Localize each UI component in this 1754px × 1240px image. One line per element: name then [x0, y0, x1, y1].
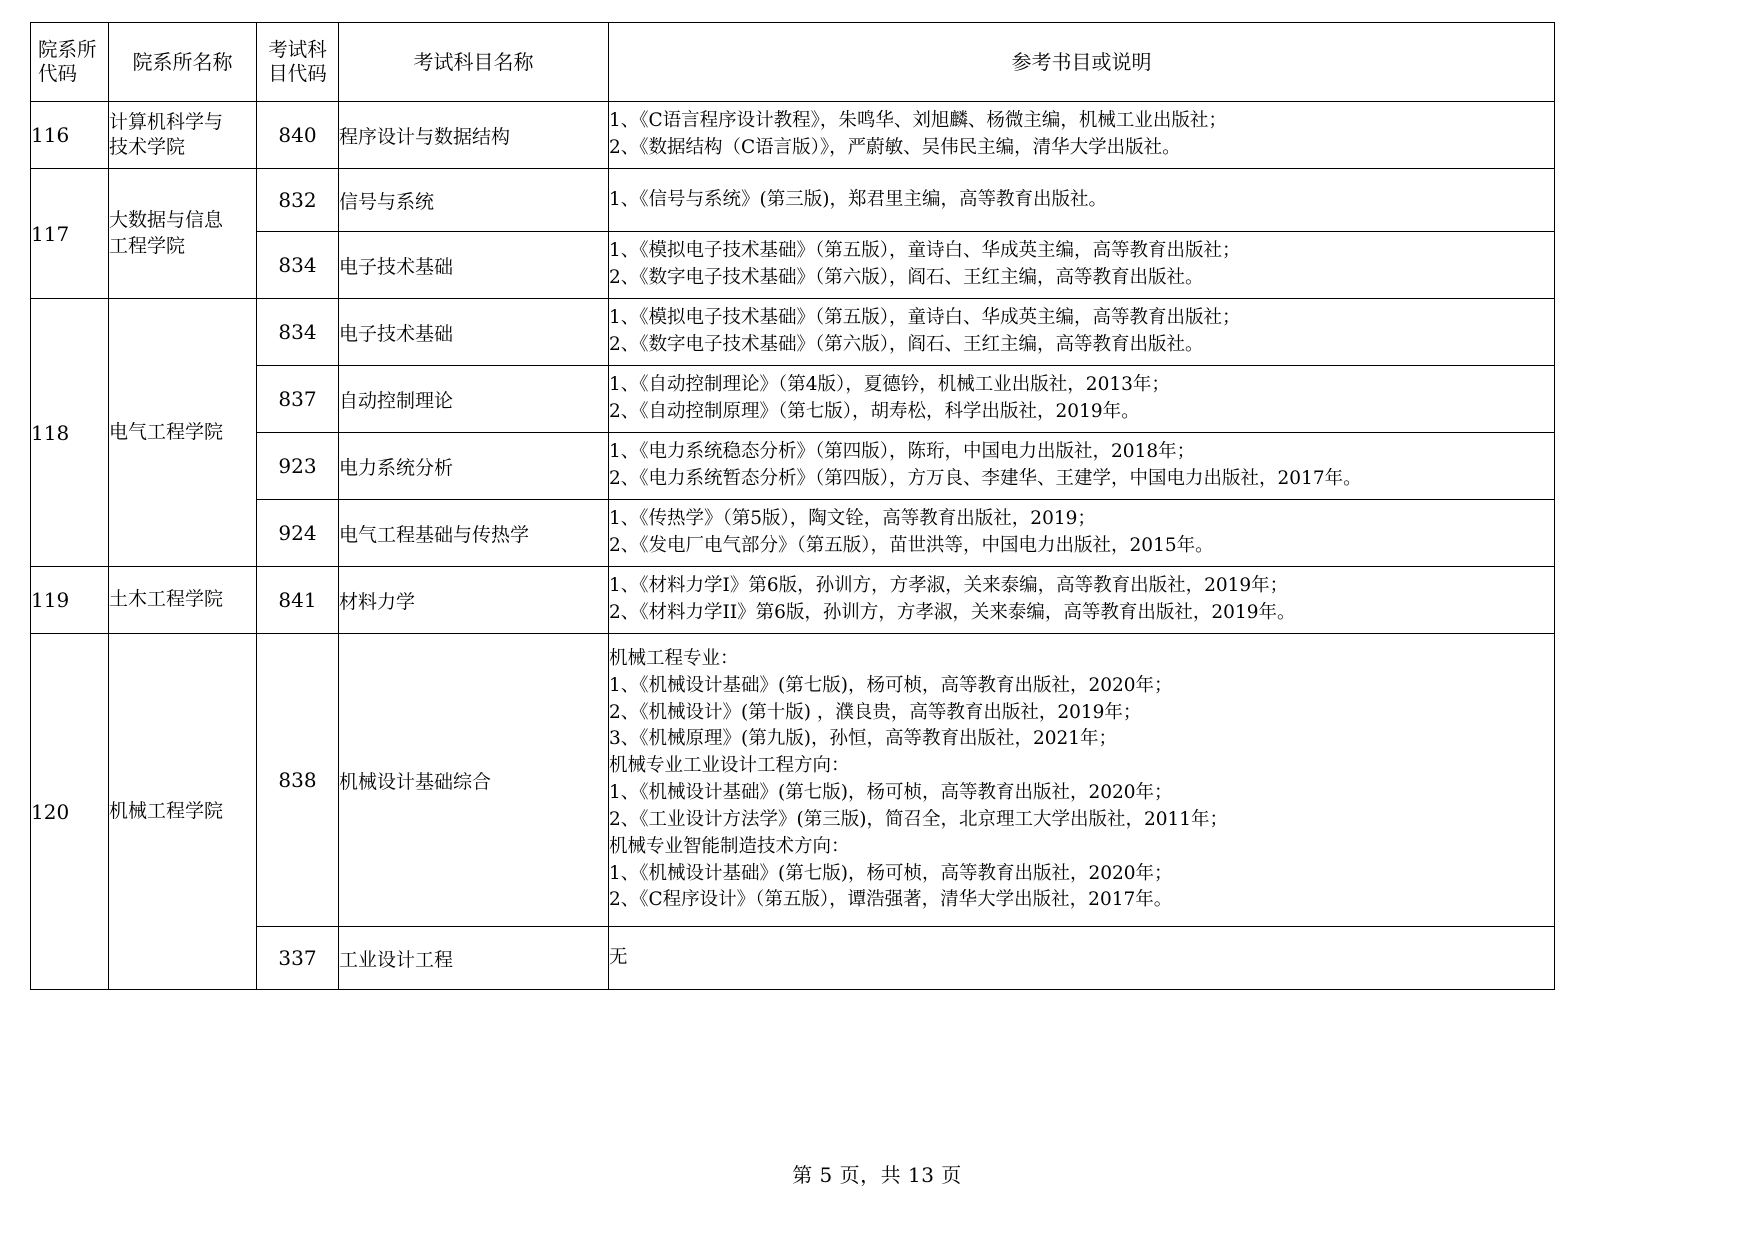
cell-references — [609, 500, 1555, 567]
reference-line: 2、《数字电子技术基础》（第六版），阎石、王红主编，高等教育出版社。 — [609, 267, 1204, 288]
cell-dept-name — [109, 102, 257, 169]
column-header-subject-code-line1: 考试科 — [268, 38, 327, 62]
dept-name-line: 电气工程学院 — [109, 420, 224, 443]
reference-line: 1、《机械设计基础》(第七版)，杨可桢，高等教育出版社，2020年； — [609, 674, 1173, 696]
reference-line: 2、《C程序设计》（第五版），谭浩强著，清华大学出版社，2017年。 — [609, 889, 1173, 911]
cell-subject-code: 924 — [257, 500, 339, 567]
cell-dept-code: 118 — [31, 299, 109, 567]
cell-subject-code: 834 — [257, 299, 339, 366]
column-header-subject-code-line2: 目代码 — [268, 62, 327, 85]
cell-subject-name: 电子技术基础 — [339, 299, 609, 366]
reference-line: 1、《机械设计基础》(第七版)，杨可桢，高等教育出版社，2020年； — [609, 782, 1173, 804]
reference-line: 1、《自动控制理论》（第4版），夏德钤，机械工业出版社，2013年； — [609, 374, 1170, 396]
reference-line: 1、《材料力学I》第6版，孙训方，方孝淑，关来泰编，高等教育出版社，2019年； — [609, 575, 1289, 597]
reference-line: 1、《信号与系统》(第三版)，郑君里主编，高等教育出版社。 — [609, 188, 1107, 210]
cell-dept-name — [109, 567, 257, 634]
cell-dept-code: 116 — [31, 102, 109, 169]
cell-references — [609, 433, 1555, 500]
column-header-dept-code-line2: 代码 — [38, 62, 78, 85]
cell-subject-name: 自动控制理论 — [339, 366, 609, 433]
reference-line: 2、《机械设计》(第十版) ，濮良贵，高等教育出版社，2019年； — [609, 701, 1142, 723]
reference-line: 3、《机械原理》(第九版)，孙恒，高等教育出版社，2021年； — [609, 728, 1118, 750]
table-row — [31, 102, 1555, 169]
cell-subject-name: 信号与系统 — [339, 169, 609, 232]
reference-line: 1、《电力系统稳态分析》（第四版），陈珩，中国电力出版社，2018年； — [609, 441, 1196, 463]
cell-subject-code: 840 — [257, 102, 339, 169]
reference-line: 2、《发电厂电气部分》（第五版），苗世洪等，中国电力出版社，2015年。 — [609, 535, 1214, 556]
reference-line: 2、《电力系统暂态分析》（第四版），方万良、李建华、王建学，中国电力出版社，2017年。 — [609, 468, 1362, 489]
page-footer: 第 5 页，共 13 页 — [792, 1163, 962, 1187]
reference-line: 2、《材料力学II》第6版，孙训方，方孝淑，关来泰编，高等教育出版社，2019年。 — [609, 602, 1296, 623]
reference-line: 1、《模拟电子技术基础》（第五版），童诗白、华成英主编，高等教育出版社； — [609, 307, 1241, 329]
cell-subject-name: 电气工程基础与传热学 — [339, 500, 609, 567]
column-header-dept-code-line1: 院系所 — [38, 38, 97, 62]
cell-subject-code: 838 — [257, 634, 339, 927]
column-header-subject-code — [257, 23, 339, 102]
cell-subject-name: 工业设计工程 — [339, 927, 609, 990]
cell-subject-name: 机械设计基础综合 — [339, 634, 609, 927]
table-row — [31, 232, 1555, 299]
column-header-subject-name: 考试科目名称 — [339, 23, 609, 102]
cell-references — [609, 299, 1555, 366]
reference-line: 机械专业智能制造技术方向： — [609, 835, 850, 857]
table-row — [31, 433, 1555, 500]
table-body — [31, 102, 1555, 990]
cell-subject-code: 841 — [257, 567, 339, 634]
reference-line: 1、《模拟电子技术基础》（第五版），童诗白、华成英主编，高等教育出版社； — [609, 240, 1241, 262]
dept-name-line: 机械工程学院 — [109, 799, 224, 822]
cell-subject-name: 电子技术基础 — [339, 232, 609, 299]
table-row — [31, 927, 1555, 990]
column-header-references: 参考书目或说明 — [609, 23, 1555, 102]
reference-line: 1、《C语言程序设计教程》，朱鸣华、刘旭麟、杨微主编，机械工业出版社； — [609, 110, 1227, 132]
reference-line: 2、《数字电子技术基础》（第六版），阎石、王红主编，高等教育出版社。 — [609, 334, 1204, 355]
cell-dept-code: 117 — [31, 169, 109, 299]
table-row — [31, 169, 1555, 232]
cell-subject-code: 923 — [257, 433, 339, 500]
reference-line: 无 — [609, 946, 628, 968]
table-row — [31, 299, 1555, 366]
cell-references — [609, 634, 1555, 927]
cell-dept-name — [109, 169, 257, 299]
cell-subject-code: 337 — [257, 927, 339, 990]
reference-line: 2、《数据结构（C语言版）》，严蔚敏、吴伟民主编，清华大学出版社。 — [609, 137, 1181, 158]
cell-references — [609, 366, 1555, 433]
column-header-dept-name: 院系所名称 — [109, 23, 257, 102]
table-row — [31, 500, 1555, 567]
cell-references — [609, 232, 1555, 299]
cell-subject-code: 832 — [257, 169, 339, 232]
exam-subjects-table — [30, 22, 1555, 990]
cell-references — [609, 567, 1555, 634]
column-header-dept-code — [31, 23, 109, 102]
table-row — [31, 366, 1555, 433]
cell-references — [609, 927, 1555, 990]
dept-name-line: 计算机科学与 — [109, 110, 224, 133]
reference-line: 机械工程专业： — [609, 648, 739, 669]
table-header — [31, 23, 1555, 102]
reference-line: 1、《传热学》（第5版），陶文铨，高等教育出版社，2019； — [609, 508, 1096, 530]
cell-dept-code: 120 — [31, 634, 109, 990]
cell-dept-name — [109, 634, 257, 990]
cell-subject-name: 电力系统分析 — [339, 433, 609, 500]
cell-dept-code: 119 — [31, 567, 109, 634]
reference-line: 2、《工业设计方法学》(第三版)，简召全，北京理工大学出版社，2011年； — [609, 808, 1229, 830]
cell-references — [609, 169, 1555, 232]
dept-name-line: 技术学院 — [109, 136, 186, 158]
table-row — [31, 634, 1555, 927]
cell-subject-name: 材料力学 — [339, 567, 609, 634]
dept-name-line: 土木工程学院 — [109, 588, 224, 611]
cell-subject-code: 837 — [257, 366, 339, 433]
reference-line: 机械专业工业设计工程方向： — [609, 755, 850, 777]
dept-name-line: 工程学院 — [109, 234, 186, 257]
table-row — [31, 567, 1555, 634]
header-row — [31, 23, 1555, 102]
cell-dept-name — [109, 299, 257, 567]
dept-name-line: 大数据与信息 — [109, 209, 224, 232]
cell-subject-name: 程序设计与数据结构 — [339, 102, 609, 169]
cell-references — [609, 102, 1555, 169]
cell-subject-code: 834 — [257, 232, 339, 299]
reference-line: 1、《机械设计基础》(第七版)，杨可桢，高等教育出版社，2020年； — [609, 862, 1173, 884]
reference-line: 2、《自动控制原理》（第七版），胡寿松，科学出版社，2019年。 — [609, 401, 1140, 422]
